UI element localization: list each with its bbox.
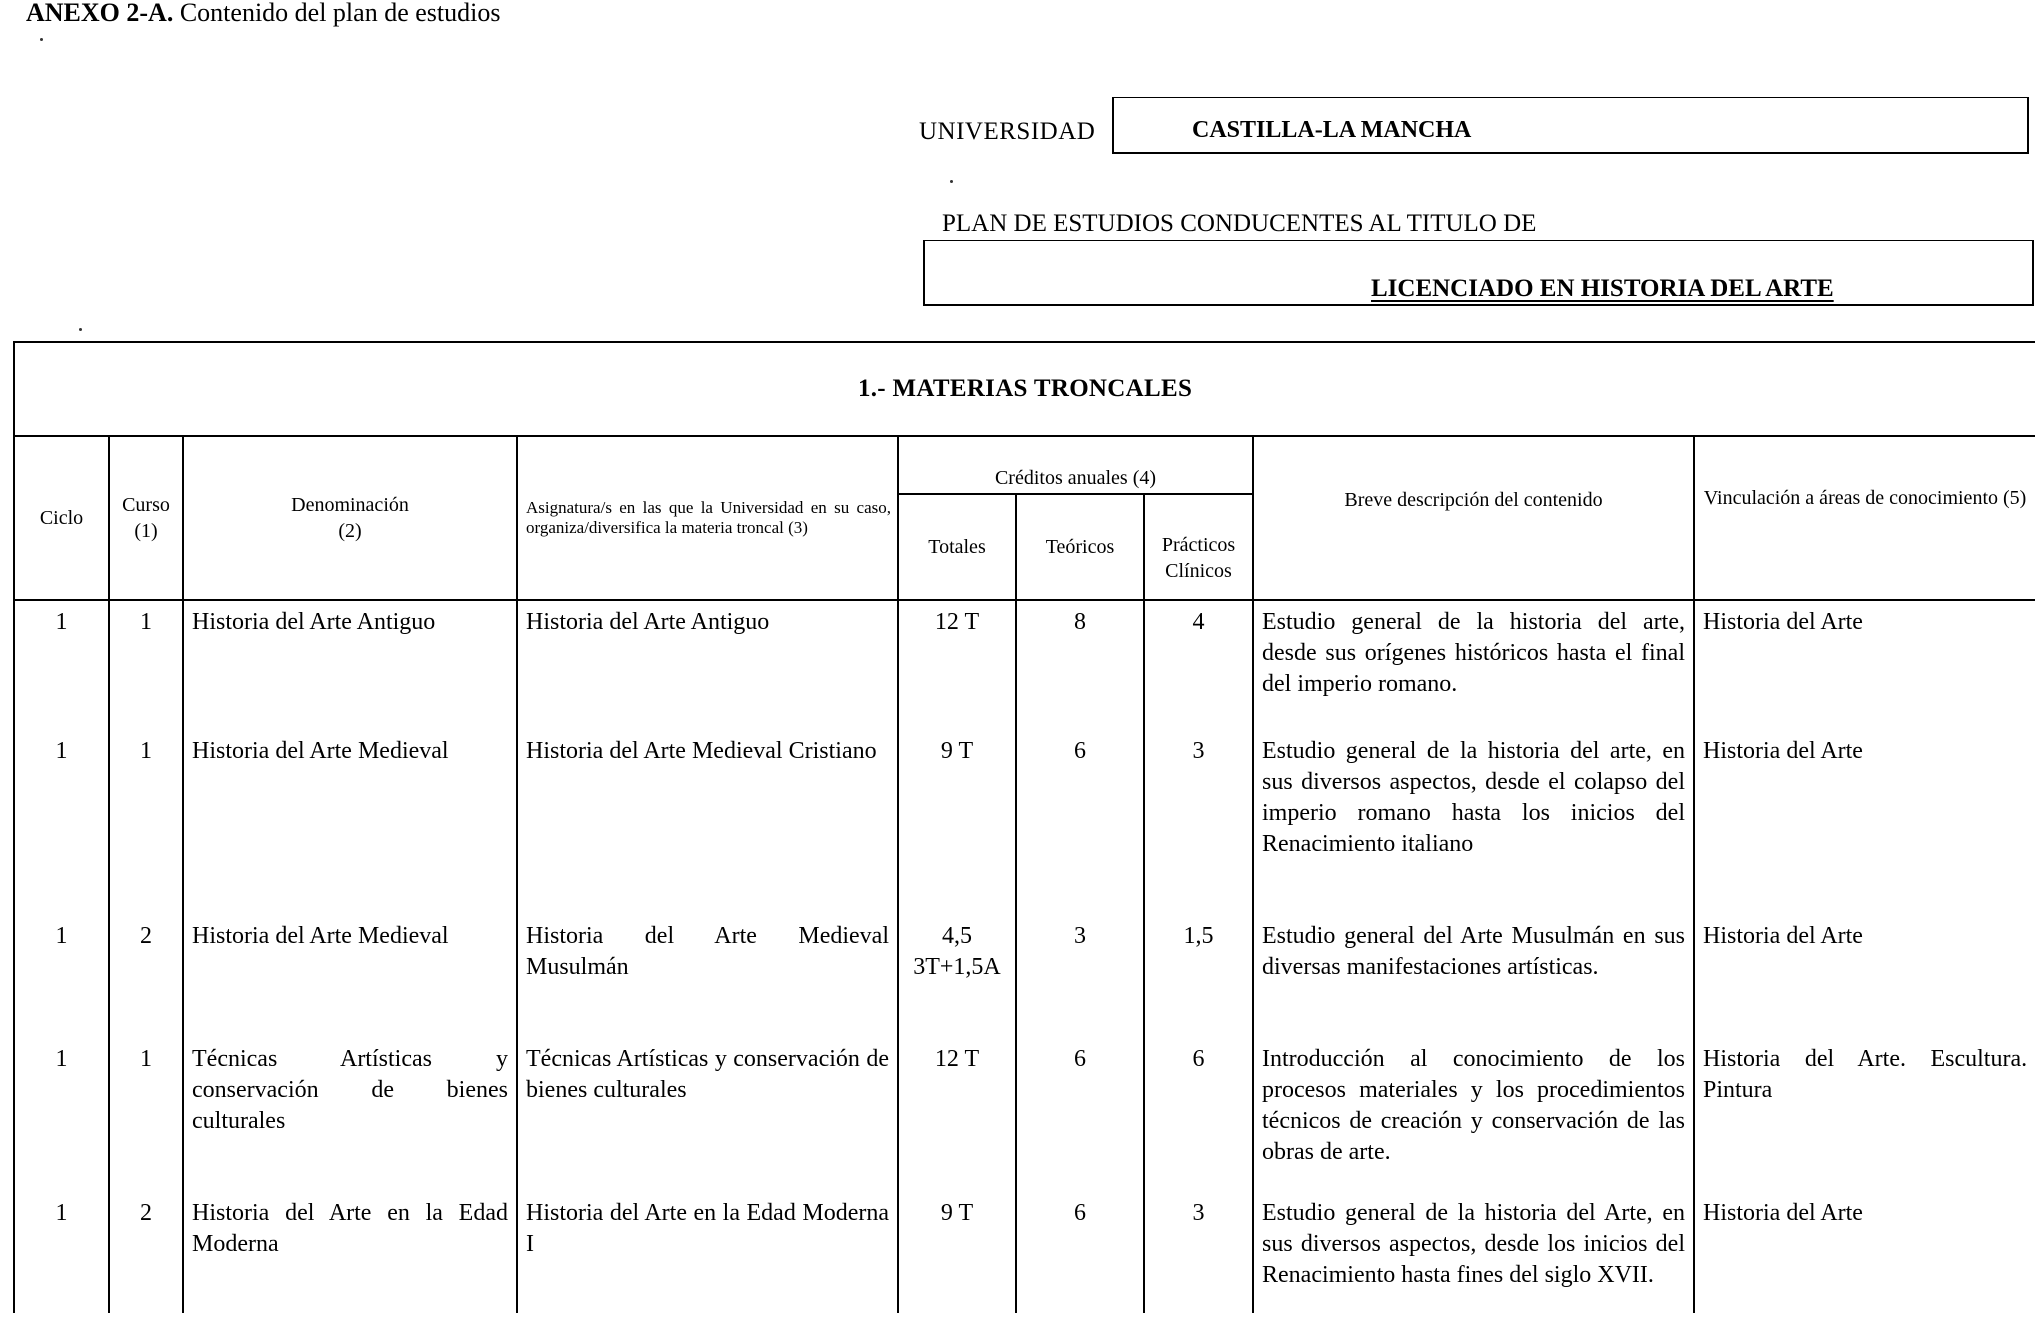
col-curso-label: Curso	[122, 494, 170, 516]
cell-totales-extra: 3T+1,5A	[913, 954, 1001, 980]
col-denominacion	[183, 436, 517, 600]
cell-curso: 1	[109, 1038, 183, 1192]
col-vinculacion: Vinculación a áreas de conocimiento (5)	[1694, 436, 2035, 600]
table-row	[14, 1038, 2035, 1192]
cell-vinculacion: Historia del Arte. Escultura. Pintura	[1694, 1038, 2035, 1192]
col-practicos-clinicos	[1144, 494, 1253, 600]
cell-teoricos: 6	[1016, 1038, 1144, 1192]
table-row	[14, 600, 2035, 730]
cell-denominacion: Historia del Arte Medieval	[183, 915, 517, 1038]
cell-asignatura: Historia del Arte Antiguo	[517, 600, 898, 730]
materias-troncales-table	[13, 341, 2035, 1313]
cell-descripcion: Estudio general de la historia del Arte, en sus diversos aspectos, desde los inicios del Renacimiento hasta fines del siglo XVII.	[1253, 1192, 1694, 1313]
cell-ciclo: 1	[14, 600, 109, 730]
anexo-heading	[26, 0, 500, 28]
cell-totales	[898, 915, 1016, 1038]
cell-totales	[898, 730, 1016, 915]
cell-totales	[898, 600, 1016, 730]
col-creditos: Créditos anuales (4)	[898, 436, 1253, 494]
cell-asignatura: Técnicas Artísticas y conservación de bienes culturales	[517, 1038, 898, 1192]
cell-practicos: 3	[1144, 1192, 1253, 1313]
cell-denominacion: Historia del Arte Antiguo	[183, 600, 517, 730]
cell-vinculacion: Historia del Arte	[1694, 730, 2035, 915]
col-totales: Totales	[898, 494, 1016, 600]
cell-ciclo: 1	[14, 1038, 109, 1192]
cell-denominacion: Técnicas Artísticas y conservación de bienes culturales	[183, 1038, 517, 1192]
cell-totales-value: 9 T	[940, 738, 974, 764]
cell-practicos: 4	[1144, 600, 1253, 730]
universidad-box	[1112, 97, 2029, 154]
cell-curso: 1	[109, 600, 183, 730]
cell-ciclo: 1	[14, 730, 109, 915]
anexo-text: Contenido del plan de estudios	[173, 0, 501, 27]
cell-asignatura: Historia del Arte Medieval Cristiano	[517, 730, 898, 915]
cell-curso: 2	[109, 1192, 183, 1313]
cell-teoricos: 8	[1016, 600, 1144, 730]
table-row	[14, 915, 2035, 1038]
anexo-label: ANEXO 2-A.	[26, 0, 174, 27]
col-curso-note: (1)	[134, 520, 158, 542]
col-teoricos: Teóricos	[1016, 494, 1144, 600]
table-row	[14, 730, 2035, 915]
cell-ciclo: 1	[14, 915, 109, 1038]
cell-totales	[898, 1038, 1016, 1192]
cell-descripcion: Estudio general del Arte Musulmán en sus diversas manifestaciones artísticas.	[1253, 915, 1694, 1038]
cell-asignatura: Historia del Arte Medieval Musulmán	[517, 915, 898, 1038]
cell-teoricos: 6	[1016, 730, 1144, 915]
cell-practicos: 1,5	[1144, 915, 1253, 1038]
cell-totales-value: 9 T	[940, 1200, 974, 1226]
scan-speck	[40, 38, 43, 41]
col-descripcion: Breve descripción del contenido	[1253, 436, 1694, 600]
titulo-box	[923, 240, 2034, 306]
cell-vinculacion: Historia del Arte	[1694, 1192, 2035, 1313]
col-denominacion-note: (2)	[338, 520, 362, 542]
cell-totales-value: 4,5	[942, 923, 972, 949]
section-title: 1.- MATERIAS TRONCALES	[14, 342, 2035, 436]
scan-speck	[79, 328, 82, 331]
col-curso	[109, 436, 183, 600]
cell-teoricos: 6	[1016, 1192, 1144, 1313]
cell-totales-value: 12 T	[934, 609, 980, 635]
table-row	[14, 1192, 2035, 1313]
universidad-label: UNIVERSIDAD	[919, 118, 1096, 145]
cell-vinculacion: Historia del Arte	[1694, 600, 2035, 730]
plan-label: PLAN DE ESTUDIOS CONDUCENTES AL TITULO DE	[942, 210, 1537, 237]
cell-descripcion: Estudio general de la historia del arte, desde sus orígenes históricos hasta el final del imperio romano.	[1253, 600, 1694, 730]
cell-practicos: 3	[1144, 730, 1253, 915]
col-ciclo: Ciclo	[14, 436, 109, 600]
cell-curso: 2	[109, 915, 183, 1038]
cell-asignatura: Historia del Arte en la Edad Moderna I	[517, 1192, 898, 1313]
cell-descripcion: Introducción al conocimiento de los procesos materiales y los procedimientos técnicos de creación y conservación de las obras de arte.	[1253, 1038, 1694, 1192]
cell-denominacion: Historia del Arte en la Edad Moderna	[183, 1192, 517, 1313]
cell-curso: 1	[109, 730, 183, 915]
col-asignatura: Asignatura/s en las que la Universidad en su caso, organiza/diversifica la materia troncal (3)	[517, 436, 898, 600]
col-denominacion-label: Denominación	[291, 494, 409, 516]
cell-descripcion: Estudio general de la historia del arte, en sus diversos aspectos, desde el colapso del imperio romano hasta los inicios del Renacimiento italiano	[1253, 730, 1694, 915]
col-practicos: Prácticos	[1161, 534, 1236, 556]
cell-denominacion: Historia del Arte Medieval	[183, 730, 517, 915]
cell-totales-value: 12 T	[934, 1046, 980, 1072]
cell-totales	[898, 1192, 1016, 1313]
col-clinicos: Clínicos	[1165, 560, 1232, 582]
cell-ciclo: 1	[14, 1192, 109, 1313]
cell-practicos: 6	[1144, 1038, 1253, 1192]
cell-vinculacion: Historia del Arte	[1694, 915, 2035, 1038]
titulo-name: LICENCIADO EN HISTORIA DEL ARTE	[1371, 275, 1834, 302]
scan-speck	[950, 180, 953, 183]
cell-teoricos: 3	[1016, 915, 1144, 1038]
universidad-name: CASTILLA-LA MANCHA	[1192, 117, 1472, 143]
